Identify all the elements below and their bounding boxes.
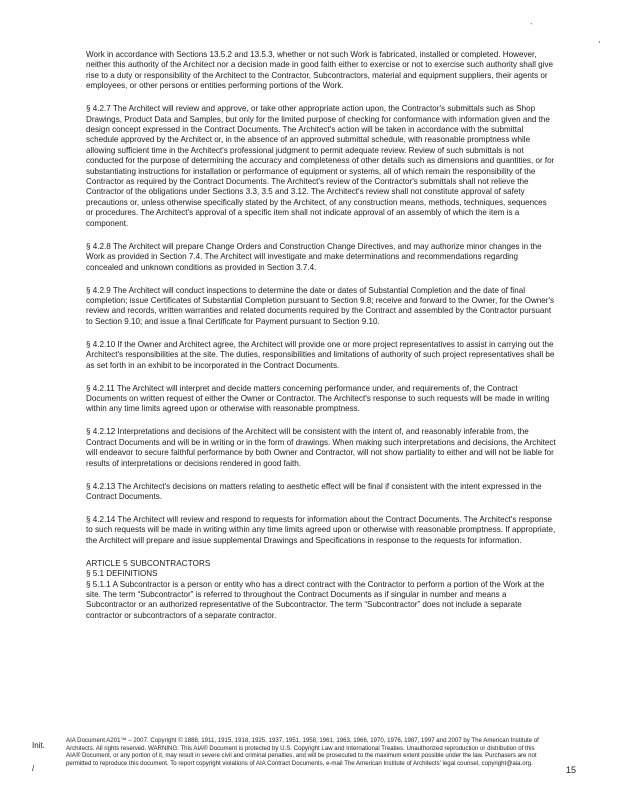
section-number: § 4.2.11 — [86, 383, 115, 393]
section-number: § 4.2.8 — [86, 241, 111, 251]
section-4-2-14 — [86, 515, 556, 546]
section-number: § 4.2.12 — [86, 427, 116, 437]
section-4-2-12 — [86, 427, 556, 469]
section-number: § 4.2.9 — [86, 285, 111, 295]
section-number: § 4.2.14 — [86, 514, 116, 524]
corner-mark: ` — [530, 22, 533, 32]
section-4-2-13 — [86, 482, 556, 503]
section-number: § 4.2.7 — [86, 104, 111, 114]
paragraph-text: The Architect will review and respond to requests for information about the Contract Documents. The Architect's response to such requests will be made in writing within any time limits agreed upon or otherwise with reasonable promptness. If appropriate, the Architect will prepare and issue supplemental Drawings and Specifications in response to the requests for information. — [86, 514, 556, 545]
paragraph-text: Interpretations and decisions of the Architect will be consistent with the intent of, and reasonably inferable from, the Contract Documents and will be in writing or in the form of drawings. When making such interpretations and decisions, the Architect will endeavor to secure faithful performance by both Owner and Contractor, will not show partiality to either and will not be liable for results of interpretations or decisions rendered in good faith. — [86, 427, 556, 468]
section-4-2-9 — [86, 286, 556, 328]
definitions-heading: § 5.1 DEFINITIONS — [86, 569, 158, 579]
section-4-2-7 — [86, 104, 556, 229]
section-4-2-8 — [86, 242, 556, 273]
section-4-2-11 — [86, 384, 556, 415]
paragraph-text: The Architect will prepare Change Orders and Construction Change Directives, and may authorize minor changes in the Work as provided in Section 7.4. The Architect will investigate and make determinations and recommendations regarding concealed and unknown conditions as provided in Section 3.7.4. — [86, 241, 542, 272]
section-number: § 4.2.10 — [86, 339, 116, 349]
paragraph-text: The Architect's decisions on matters relating to aesthetic effect will be final if consistent with the intent expressed in the Contract Documents. — [86, 481, 542, 501]
section-number: § 5.1.1 — [86, 579, 111, 589]
paragraph-text: The Architect will conduct inspections to determine the date or dates of Substantial Completion and the date of final completion; issue Certificates of Substantial Completion pursuant to Section 9.8; receive and forward to the Owner, for the Owner's review and records, written warranties and related documents required by the Contract and assembled by the Contractor pursuant to Section 9.10; and issue a final Certificate for Payment pursuant to Section 9.10. — [86, 285, 555, 326]
copyright-notice: AIA Document A201™ – 2007. Copyright © 1888, 1911, 1915, 1918, 1925, 1937, 1951, 1958, 1961, 1963, 1966, 1970, 1976, 1987, 1997 and 2007 by The American Institute of Architects. All rights reserved. WARNING: This AIA® Document is protected by U.S. Copyright Law and International Treaties. Unauthorized reproduction or distribution of this AIA® Document, or any portion of it, may result in severe civil and criminal penalties, and will be prosecuted to the maximum extent possible under the law. Purchasers are not permitted to reproduce this document. To report copyright violations of AIA Contract Documents, e-mail The American Institute of Architects' legal counsel, copyright@aia.org. — [66, 737, 539, 767]
article-heading: ARTICLE 5 SUBCONTRACTORS — [86, 558, 211, 568]
paragraph-text: Work in accordance with Sections 13.5.2 and 13.5.3, whether or not such Work is fabricated, installed or completed. However, neither this authority of the Architect nor a decision made in good faith either to exercise or not to exercise such authority shall give rise to a duty or responsibility of the Architect to the Contractor, Subcontractors, material and equipment suppliers, their agents or employees, or other persons or entities performing portions of the Work. — [86, 50, 553, 91]
section-5-1-1 — [86, 580, 556, 622]
initials-label: Init. — [32, 741, 45, 750]
paragraph-text: If the Owner and Architect agree, the Architect will provide one or more project representatives to assist in carrying out the Architect's responsibilities at the site. The duties, responsibilities and limitations of authority of such project representatives shall be as set forth in an exhibit to be incorporated in the Contract Documents. — [86, 339, 555, 370]
page-number: 15 — [566, 765, 577, 775]
paragraph-text: The Architect will review and approve, or take other appropriate action upon, the Contractor's submittals such as Shop Drawings, Product Data and Samples, but only for the limited purpose of checking for conformance with information given and the design concept expressed in the Contract Documents. The Architect's action will be taken in accordance with the submittal schedule approved by the Architect or, in the absence of an approved submittal schedule, with reasonable promptness while allowing sufficient time in the Architect's professional judgment to permit adequate review. Review of such submittals is not conducted for the purpose of determining the accuracy and completeness of other details such as dimensions and quantities, or for substantiating instructions for installation or performance of equipment or systems, all of which remain the responsibility of the Contractor as required by the Contract Documents. The Architect's review of the Contractor's submittals shall not relieve the Contractor of the obligations under Sections 3.3, 3.5 and 3.12. The Architect's review shall not constitute approval of safety precautions or, unless otherwise specifically stated by the Architect, of any construction means, methods, techniques, sequences or procedures. The Architect's approval of a specific item shall not indicate approval of an assembly of which the item is a component. — [86, 104, 555, 228]
section-number: § 4.2.13 — [86, 481, 116, 491]
corner-mark: , — [598, 34, 601, 44]
document-body — [86, 50, 556, 621]
section-4-2-10 — [86, 340, 556, 371]
paragraph-continuation — [86, 50, 556, 92]
initials-mark: / — [32, 764, 35, 773]
paragraph-text: A Subcontractor is a person or entity who has a direct contract with the Contractor to perform a portion of the Work at the site. The term “Subcontractor” is referred to throughout the Contract Documents as if singular in number and means a Subcontractor or an authorized representative of the Subcontractor. The term “Subcontractor” does not include a separate contractor or subcontractors of a separate contractor. — [86, 579, 545, 620]
document-footer — [26, 737, 606, 787]
paragraph-text: The Architect will interpret and decide matters concerning performance under, and requirements of, the Contract Documents on written request of either the Owner or Contractor. The Architect's response to such requests will be made in writing within any time limits agreed upon or otherwise with reasonable promptness. — [86, 383, 550, 414]
